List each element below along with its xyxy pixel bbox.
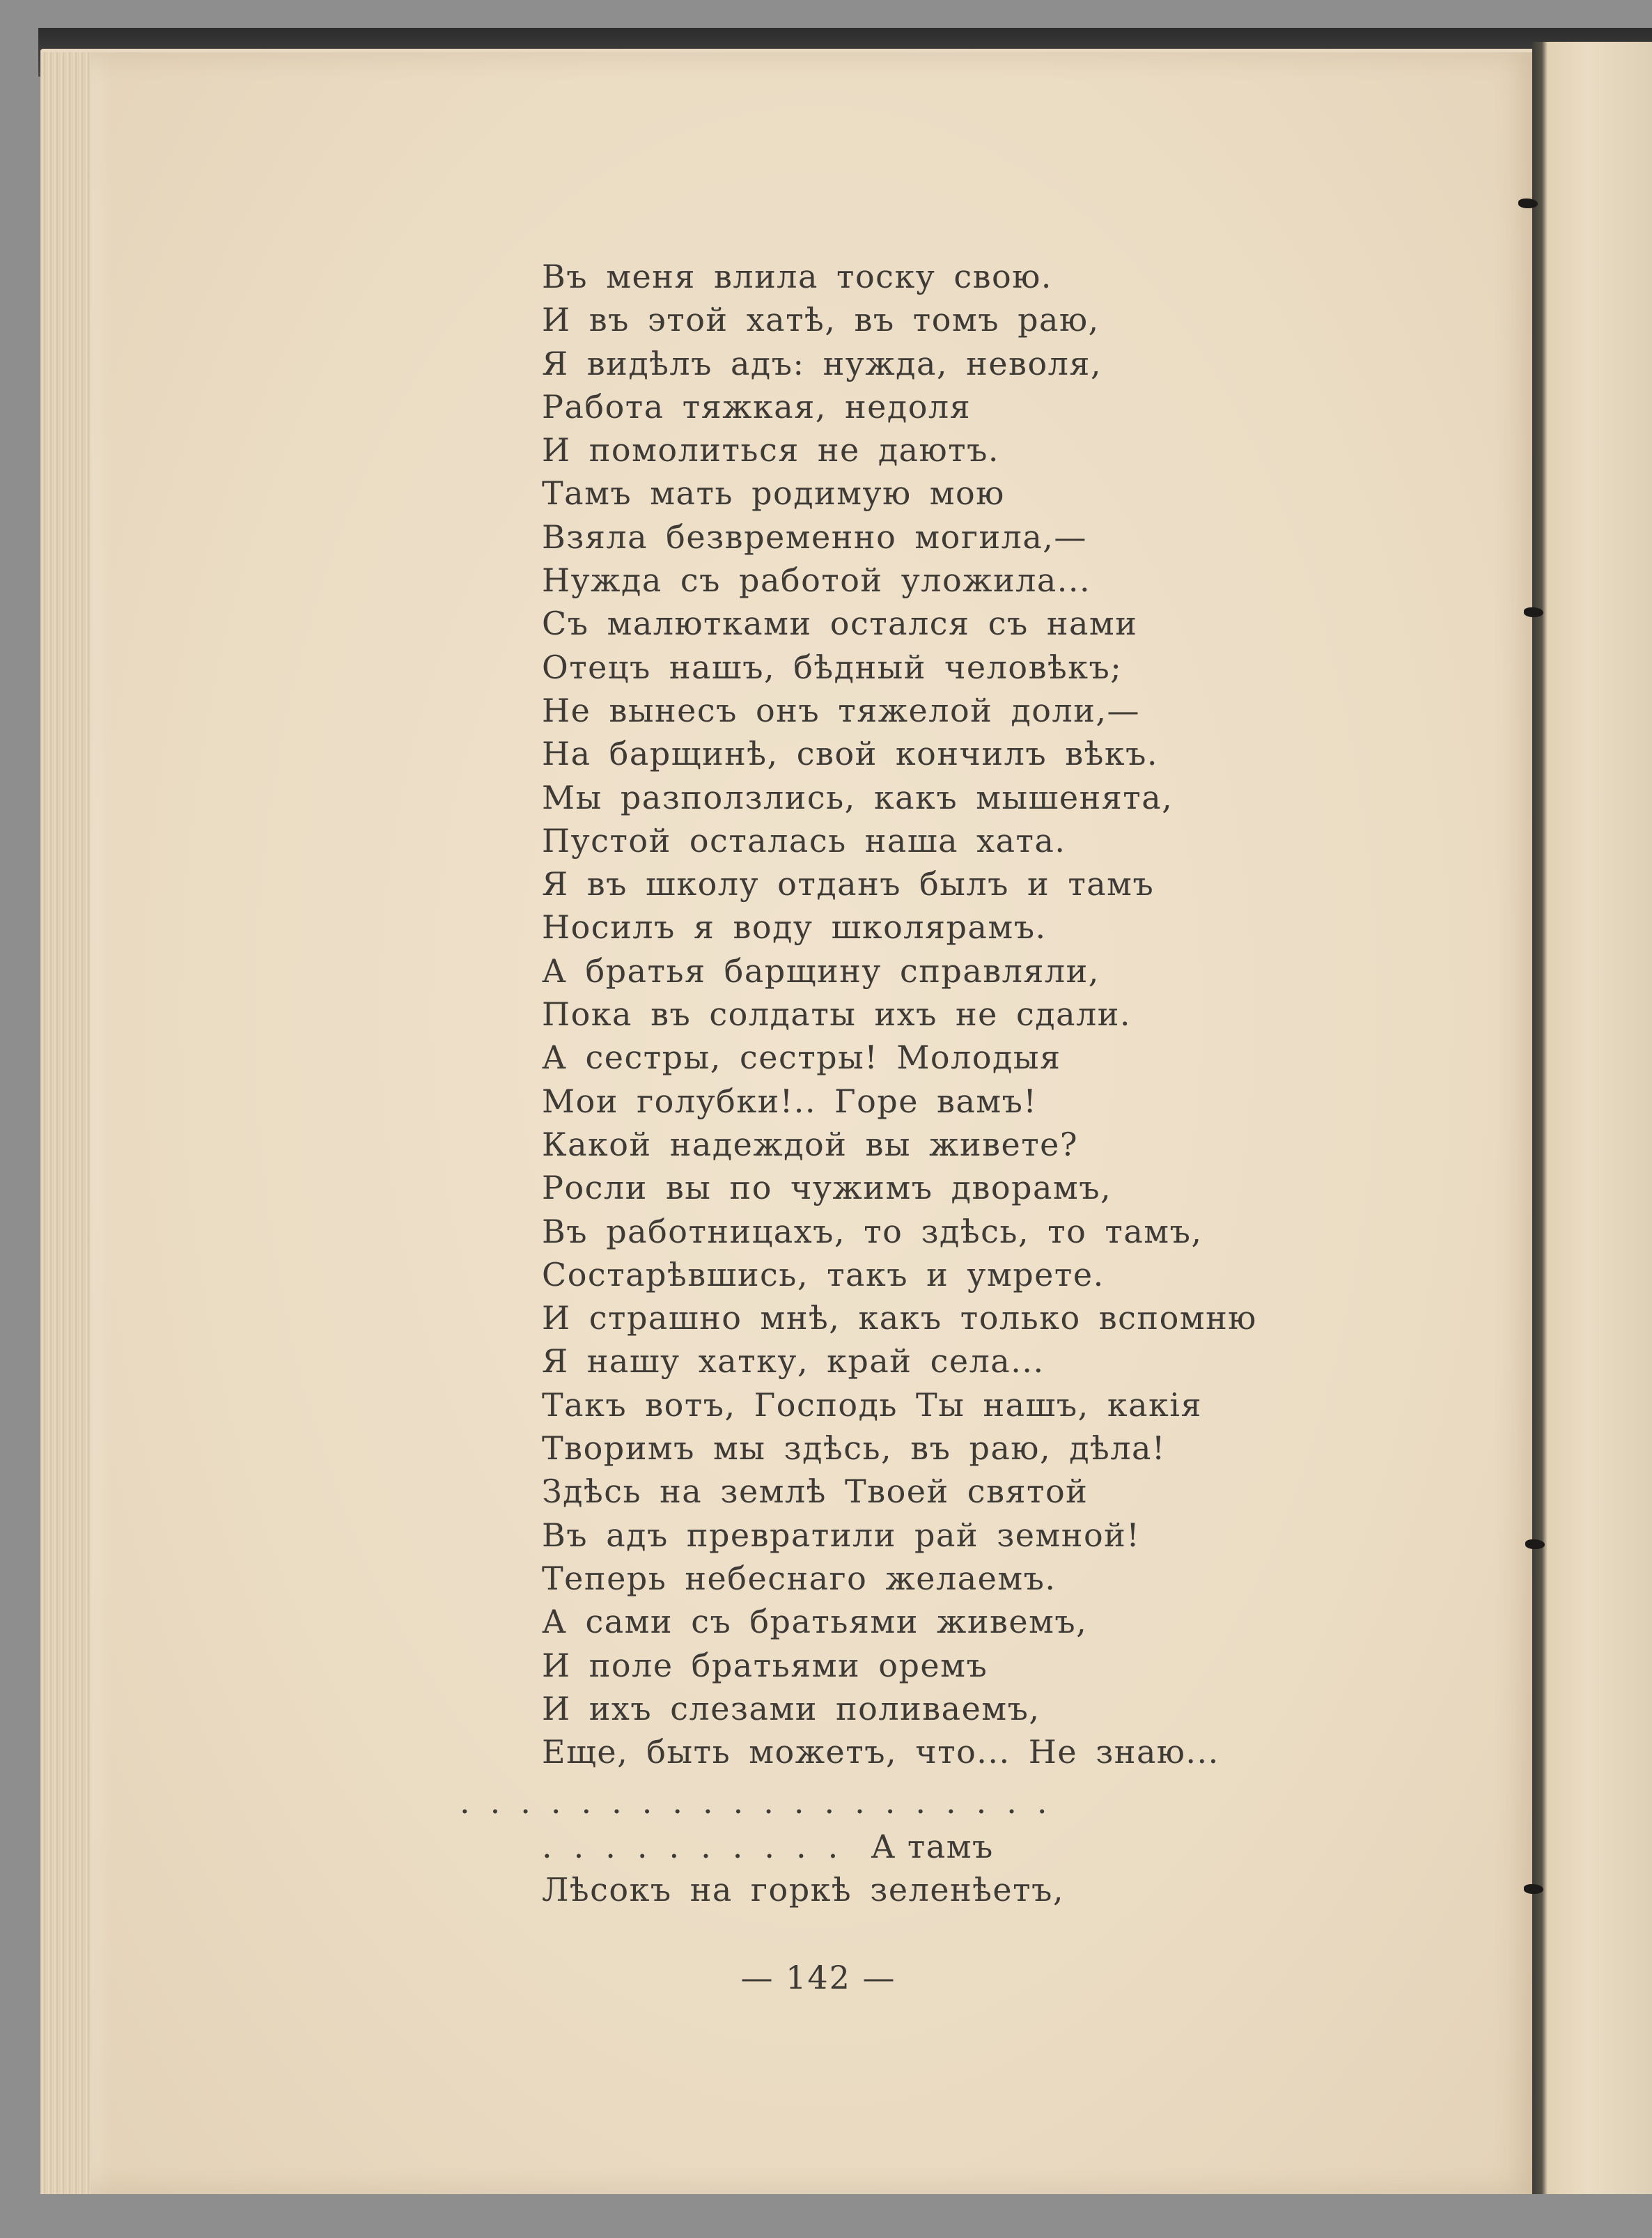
poem-line: А братья барщину справляли, — [542, 951, 1100, 990]
poem-line: Мои голубки!.. Горе вамъ! — [542, 1082, 1038, 1120]
poem-line: Такъ вотъ, Господь Ты нашъ, какія — [542, 1385, 1202, 1424]
page-number: — 142 — — [740, 1959, 896, 1996]
page-leaves-edge — [40, 52, 93, 2194]
poem-line: Теперь небеснаго желаемъ. — [542, 1559, 1057, 1597]
poem-line: И въ этой хатѣ, въ томъ раю, — [542, 301, 1100, 339]
poem-line: И поле братьями оремъ — [542, 1646, 988, 1684]
poem-line: Отецъ нашъ, бѣдный человѣкъ; — [542, 648, 1123, 686]
scan-background — [38, 2194, 1652, 2238]
poem-line: А сами съ братьями живемъ, — [542, 1603, 1088, 1641]
poem-line: Не вынесъ онъ тяжелой доли,— — [542, 691, 1140, 729]
poem-line: Нужда съ работой уложила... — [542, 561, 1091, 600]
poem-line: Взяла безвременно могила,— — [542, 518, 1087, 556]
poem-line: Еще, быть можетъ, что... Не знаю... — [542, 1733, 1219, 1771]
poem-line: Я видѣлъ адъ: нужда, неволя, — [542, 344, 1102, 382]
continuation-text: А тамъ — [871, 1828, 994, 1865]
facing-page-edge — [1532, 42, 1652, 2201]
poem-line: Носилъ я воду школярамъ. — [542, 908, 1047, 947]
poem-line: Работа тяжкая, недоля — [542, 387, 972, 426]
binding-thread-mark — [1524, 1884, 1543, 1894]
poem-line: Состарѣвшись, такъ и умрете. — [542, 1255, 1105, 1293]
continuation-dots: .......... — [542, 1828, 860, 1865]
poem-line: Мы разползлись, какъ мышенята, — [542, 778, 1174, 816]
poem-line: И страшно мнѣ, какъ только вспомню — [542, 1299, 1257, 1337]
poem-line: И помолиться не даютъ. — [542, 431, 999, 469]
poem-line: Здѣсь на землѣ Твоей святой — [542, 1472, 1089, 1511]
binding-thread-mark — [1524, 607, 1543, 617]
poem-text — [542, 255, 1308, 1773]
poem-line: Тамъ мать родимую мою — [542, 474, 1005, 513]
poem-line: Въ меня влила тоску свою. — [542, 258, 1052, 295]
poem-line: И ихъ слезами поливаемъ, — [542, 1689, 1041, 1727]
binding-thread-mark — [1518, 199, 1538, 208]
binding-thread-mark — [1525, 1539, 1545, 1549]
poem-last-line: Лѣсокъ на горкѣ зеленѣетъ, — [542, 1871, 1064, 1909]
poem-line: Пока въ солдаты ихъ не сдали. — [542, 995, 1132, 1034]
poem-line: Съ малютками остался съ нами — [542, 605, 1138, 643]
poem-line: А сестры, сестры! Молодыя — [542, 1039, 1061, 1077]
poem-line: Пустой осталась наша хата. — [542, 821, 1066, 860]
poem-line: Творимъ мы здѣсь, въ раю, дѣла! — [542, 1429, 1166, 1468]
ellipsis-separator: .................... — [460, 1783, 1068, 1821]
poem-line: Росли вы по чужимъ дворамъ, — [542, 1169, 1112, 1207]
poem-line: Я въ школу отданъ былъ и тамъ — [542, 865, 1155, 903]
poem-line: Въ работницахъ, то здѣсь, то тамъ, — [542, 1212, 1203, 1250]
poem-line: Въ адъ превратили рай земной! — [542, 1516, 1141, 1554]
poem-line: Я нашу хатку, край села... — [542, 1342, 1045, 1381]
poem-line: На барщинѣ, свой кончилъ вѣкъ. — [542, 735, 1158, 773]
poem-line: Какой надеждой вы живете? — [542, 1125, 1079, 1163]
continuation-line — [542, 1828, 994, 1865]
